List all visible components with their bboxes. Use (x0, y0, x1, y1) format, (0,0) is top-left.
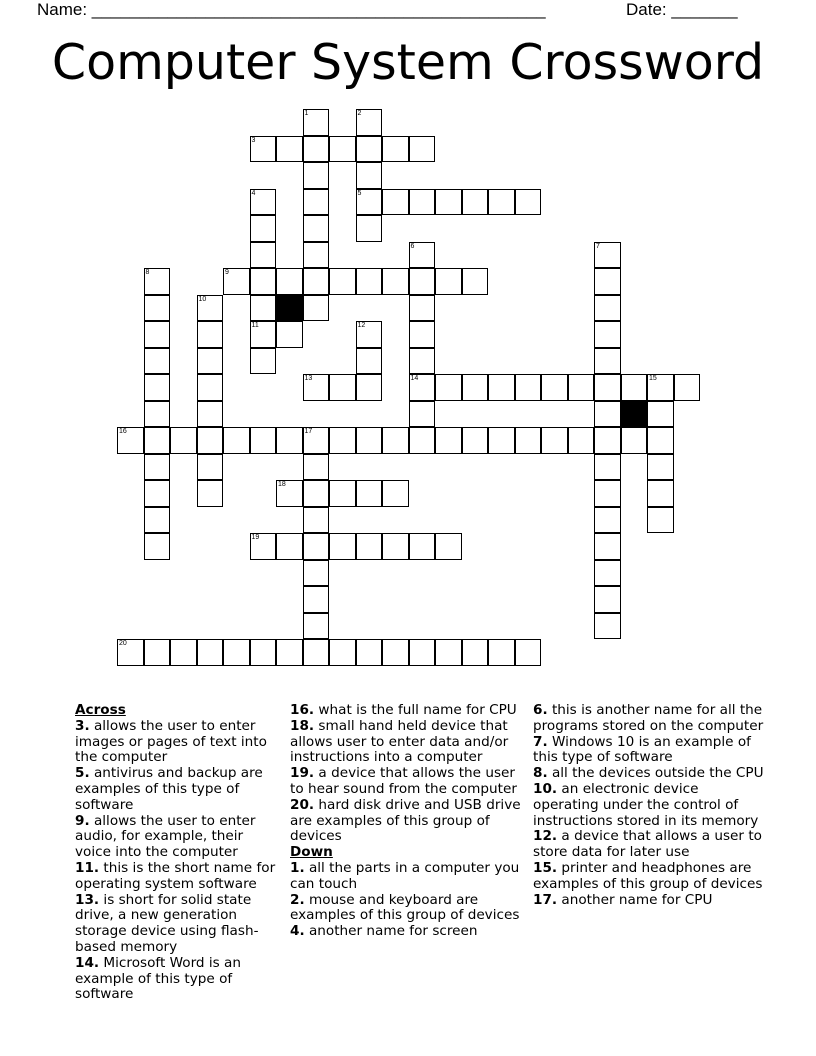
grid-cell[interactable] (223, 427, 250, 454)
grid-cell[interactable] (303, 162, 330, 189)
grid-cell[interactable] (541, 374, 568, 401)
grid-cell[interactable] (674, 374, 701, 401)
grid-cell[interactable] (382, 480, 409, 507)
grid-cell[interactable] (462, 268, 489, 295)
grid-cell[interactable] (303, 189, 330, 216)
clue-across-16: 16. what is the full name for CPU (290, 702, 517, 718)
clue-across-11: 11. this is the short name for operating system software (75, 859, 276, 892)
clue-down-1: 1. all the parts in a computer you can touch (290, 859, 520, 892)
grid-cell[interactable] (117, 639, 144, 666)
clue-number: 5 (357, 189, 362, 197)
grid-cell[interactable] (144, 427, 171, 454)
grid-cell[interactable] (647, 507, 674, 534)
grid-cell[interactable] (647, 454, 674, 481)
grid-cell[interactable] (435, 268, 462, 295)
grid-cell[interactable] (303, 268, 330, 295)
grid-cell[interactable] (329, 136, 356, 163)
grid-cell[interactable] (144, 533, 171, 560)
clue-across-20: 20. hard disk drive and USB drive are examples of this group of devices (290, 796, 521, 845)
grid-cell[interactable] (356, 639, 383, 666)
grid-cell[interactable] (435, 427, 462, 454)
grid-cell[interactable] (515, 427, 542, 454)
clue-down-15: 15. printer and headphones are examples of this group of devices (533, 859, 763, 892)
grid-cell[interactable] (515, 639, 542, 666)
grid-cell[interactable] (515, 189, 542, 216)
grid-cell[interactable] (250, 533, 277, 560)
grid-cell[interactable] (303, 136, 330, 163)
grid-cell[interactable] (356, 109, 383, 136)
grid-cell[interactable] (329, 374, 356, 401)
clue-down-17: 17. another name for CPU (533, 891, 713, 908)
grid-cell[interactable] (223, 268, 250, 295)
grid-cell[interactable] (409, 401, 436, 428)
grid-cell[interactable] (382, 189, 409, 216)
grid-cell[interactable] (594, 480, 621, 507)
grid-cell[interactable] (144, 374, 171, 401)
clue-number: 1 (304, 110, 309, 117)
grid-cell[interactable] (382, 427, 409, 454)
grid-cell[interactable] (594, 242, 621, 269)
across-heading: Across (75, 702, 126, 718)
grid-cell[interactable] (594, 560, 621, 587)
grid-cell[interactable] (303, 639, 330, 666)
grid-cell[interactable] (409, 533, 436, 560)
grid-cell[interactable] (462, 189, 489, 216)
grid-cell[interactable] (329, 268, 356, 295)
grid-cell[interactable] (435, 374, 462, 401)
grid-cell[interactable] (223, 639, 250, 666)
grid-cell[interactable] (647, 427, 674, 454)
grid-cell[interactable] (462, 374, 489, 401)
grid-cell[interactable] (197, 454, 224, 481)
black-cell (621, 401, 648, 428)
grid-cell[interactable] (594, 268, 621, 295)
clues-column-2 (290, 703, 526, 940)
clue-number: 2 (357, 110, 362, 117)
grid-cell[interactable] (568, 427, 595, 454)
clue-down-4: 4. another name for screen (290, 923, 478, 940)
grid-cell[interactable] (356, 374, 383, 401)
grid-cell[interactable] (250, 189, 277, 216)
grid-cell[interactable] (329, 533, 356, 560)
grid-cell[interactable] (144, 454, 171, 481)
clue-number: 6 (410, 242, 415, 250)
grid-cell[interactable] (329, 427, 356, 454)
clue-across-5: 5. antivirus and backup are examples of this type of software (75, 765, 263, 813)
grid-cell[interactable] (435, 533, 462, 560)
grid-cell[interactable] (303, 215, 330, 242)
grid-cell[interactable] (144, 401, 171, 428)
clue-number: 12 (357, 322, 366, 329)
grid-cell[interactable] (276, 427, 303, 454)
clue-number: 11 (251, 322, 259, 329)
grid-cell[interactable] (250, 348, 277, 375)
grid-cell[interactable] (117, 427, 144, 454)
grid-cell[interactable] (197, 374, 224, 401)
grid-cell[interactable] (356, 189, 383, 216)
clue-down-12: 12. a device that allows a user to store data for later use (533, 828, 762, 861)
grid-cell[interactable] (303, 109, 330, 136)
grid-cell[interactable] (594, 586, 621, 613)
grid-cell[interactable] (356, 533, 383, 560)
grid-cell[interactable] (356, 348, 383, 375)
grid-cell[interactable] (250, 215, 277, 242)
grid-cell[interactable] (303, 586, 330, 613)
grid-cell[interactable] (276, 136, 303, 163)
grid-cell[interactable] (409, 136, 436, 163)
clue-number: 16 (119, 428, 127, 435)
grid-cell[interactable] (462, 427, 489, 454)
grid-cell[interactable] (144, 295, 171, 322)
grid-cell[interactable] (621, 374, 648, 401)
grid-cell[interactable] (276, 321, 303, 348)
grid-cell[interactable] (144, 268, 171, 295)
grid-cell[interactable] (594, 374, 621, 401)
clue-number: 10 (198, 295, 207, 303)
clue-across-9: 9. allows the user to enter audio, for example, their voice into the computer (75, 812, 256, 861)
clue-number: 9 (225, 269, 229, 276)
grid-cell[interactable] (568, 374, 595, 401)
clue-number: 7 (596, 242, 600, 250)
grid-cell[interactable] (594, 613, 621, 640)
grid-cell[interactable] (356, 480, 383, 507)
clue-down-10: 10. an electronic device operating under the control of instructions stored in its memory (533, 780, 759, 829)
grid-cell[interactable] (594, 507, 621, 534)
clue-down-2: 2. mouse and keyboard are examples of this group of devices (290, 891, 520, 924)
grid-cell[interactable] (409, 374, 436, 401)
grid-cell[interactable] (197, 480, 224, 507)
grid-cell[interactable] (303, 613, 330, 640)
grid-cell[interactable] (303, 560, 330, 587)
grid-cell[interactable] (409, 321, 436, 348)
grid-cell[interactable] (303, 295, 330, 322)
grid-cell[interactable] (144, 639, 171, 666)
grid-cell[interactable] (594, 454, 621, 481)
grid-cell[interactable] (303, 242, 330, 269)
grid-cell[interactable] (276, 480, 303, 507)
grid-cell[interactable] (594, 295, 621, 322)
grid-cell[interactable] (409, 242, 436, 269)
grid-cell[interactable] (594, 427, 621, 454)
grid-cell[interactable] (303, 533, 330, 560)
grid-cell[interactable] (594, 321, 621, 348)
grid-cell[interactable] (170, 639, 197, 666)
grid-cell[interactable] (594, 401, 621, 428)
grid-cell[interactable] (356, 215, 383, 242)
grid-cell[interactable] (356, 268, 383, 295)
grid-cell[interactable] (197, 401, 224, 428)
clue-down-6: 6. this is another name for all the programs stored on the computer (533, 702, 764, 734)
grid-cell[interactable] (250, 427, 277, 454)
grid-cell[interactable] (276, 533, 303, 560)
grid-cell[interactable] (488, 427, 515, 454)
clue-down-7: 7. Windows 10 is an example of this type of software (533, 733, 751, 766)
grid-cell[interactable] (250, 639, 277, 666)
grid-cell[interactable] (541, 427, 568, 454)
clue-number: 13 (304, 375, 313, 382)
grid-cell[interactable] (329, 639, 356, 666)
clue-number: 15 (649, 375, 657, 382)
clue-number: 19 (251, 534, 260, 541)
grid-cell[interactable] (594, 533, 621, 560)
name-field[interactable]: Name: ________________________________________________ (37, 0, 546, 19)
clue-across-3: 3. allows the user to enter images or pages of text into the computer (75, 717, 267, 766)
grid-cell[interactable] (409, 348, 436, 375)
grid-cell[interactable] (488, 374, 515, 401)
clue-number: 8 (145, 269, 150, 276)
clue-number: 20 (119, 640, 127, 647)
grid-cell[interactable] (197, 348, 224, 375)
grid-cell[interactable] (435, 189, 462, 216)
grid-cell[interactable] (250, 295, 277, 322)
clue-across-18: 18. small hand held device that allows user to enter data and/or instructions into a computer (290, 717, 509, 766)
grid-cell[interactable] (356, 427, 383, 454)
grid-cell[interactable] (647, 480, 674, 507)
grid-cell[interactable] (356, 321, 383, 348)
grid-cell[interactable] (409, 189, 436, 216)
clue-down-8: 8. all the devices outside the CPU (533, 765, 764, 782)
down-heading: Down (290, 844, 333, 861)
grid-cell[interactable] (409, 295, 436, 322)
grid-cell[interactable] (462, 639, 489, 666)
grid-cell[interactable] (170, 427, 197, 454)
grid-cell[interactable] (409, 639, 436, 666)
grid-cell[interactable] (276, 268, 303, 295)
grid-cell[interactable] (144, 348, 171, 375)
grid-cell[interactable] (409, 427, 436, 454)
grid-cell[interactable] (303, 374, 330, 401)
grid-cell[interactable] (594, 348, 621, 375)
grid-cell[interactable] (250, 136, 277, 163)
grid-cell[interactable] (303, 427, 330, 454)
clue-across-19: 19. a device that allows the user to hear sound from the computer (290, 765, 517, 797)
grid-cell[interactable] (488, 189, 515, 216)
grid-cell[interactable] (303, 507, 330, 534)
grid-cell[interactable] (382, 268, 409, 295)
grid-cell[interactable] (435, 639, 462, 666)
grid-cell[interactable] (329, 480, 356, 507)
clue-number: 4 (251, 189, 256, 197)
grid-cell[interactable] (621, 427, 648, 454)
grid-cell[interactable] (488, 639, 515, 666)
page-title: Computer System Crossword (51, 34, 765, 91)
grid-cell[interactable] (409, 268, 436, 295)
grid-cell[interactable] (250, 268, 277, 295)
date-field[interactable]: Date: _______ (626, 0, 738, 19)
grid-cell[interactable] (382, 136, 409, 163)
grid-cell[interactable] (197, 321, 224, 348)
grid-cell[interactable] (303, 454, 330, 481)
grid-cell[interactable] (250, 242, 277, 269)
grid-cell[interactable] (647, 374, 674, 401)
clue-across-14: 14. Microsoft Word is an example of this type of software (75, 954, 241, 1003)
clue-number: 18 (278, 481, 286, 488)
grid-cell[interactable] (647, 401, 674, 428)
grid-cell[interactable] (250, 321, 277, 348)
clue-number: 17 (304, 428, 313, 435)
grid-cell[interactable] (356, 162, 383, 189)
grid-cell[interactable] (382, 639, 409, 666)
black-cell (276, 295, 303, 322)
grid-cell[interactable] (197, 295, 224, 322)
clue-across-13: 13. is short for solid state drive, a new generation storage device using flash-based memory (75, 891, 259, 955)
clue-number: 14 (410, 375, 419, 382)
grid-cell[interactable] (144, 480, 171, 507)
grid-cell[interactable] (197, 639, 224, 666)
grid-cell[interactable] (356, 136, 383, 163)
grid-cell[interactable] (197, 427, 224, 454)
grid-cell[interactable] (144, 321, 171, 348)
grid-cell[interactable] (515, 374, 542, 401)
clues-column-3 (533, 703, 765, 908)
grid-cell[interactable] (144, 507, 171, 534)
grid-cell[interactable] (276, 639, 303, 666)
clue-number: 3 (251, 136, 256, 144)
grid-cell[interactable] (382, 533, 409, 560)
grid-cell[interactable] (303, 480, 330, 507)
clues-column-1 (75, 703, 280, 1003)
